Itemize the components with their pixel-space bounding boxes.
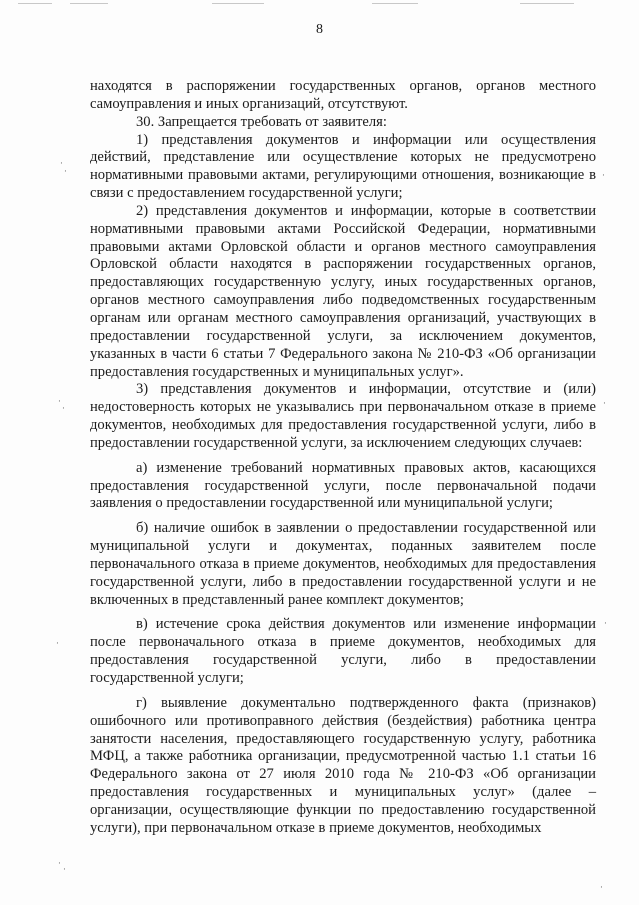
- scan-speck: ·: [62, 404, 65, 414]
- scan-speck: ·: [602, 171, 605, 181]
- scan-edge-line: [18, 3, 52, 4]
- document-text: [90, 78, 596, 838]
- paragraph-subitem-2: 2) представления документов и информации, которые в соответствии нормативными правовыми актами Российской Федерации, нормативными правовыми актами Орловской области и органов местного самоуправления Орловской области находятся в распоряжении государственных органов, предоставляющих государственную услугу, иных государственных органов, органов местного самоуправления либо подведомственных государственным органам или органам местного самоуправления организаций, участвующих в предоставлении государственной услуги, за исключением документов, указанных в части 6 статьи 7 Федерального закона № 210-ФЗ «Об организации предоставления государственных и муниципальных услуг».: [90, 202, 596, 380]
- paragraph-subitem-3: 3) представления документов и информации, отсутствие и (или) недостоверность которых не указывались при первоначальном отказе в приеме документов, необходимых для предоставления государственной услуги, либо в предоставлении государственной услуги, за исключением следующих случаев:: [90, 381, 596, 451]
- scan-speck: ·: [64, 167, 67, 177]
- paragraph-case-b: б) наличие ошибок в заявлении о предоставлении государственной или муниципальной услуги и документах, поданных заявителем после первоначального отказа в приеме документов, необходимых для предоставления государственной услуги, либо в предоставлении государственной услуги и не включенных в представленный ранее комплект документов;: [90, 520, 596, 608]
- paragraph-case-g: г) выявление документально подтвержденного факта (признаков) ошибочного или противоправного действия (бездействия) работника центра занятости населения, предоставляющего государственную услугу, работника МФЦ, а также работника организации, предусмотренной частью 1.1 статьи 16 Федерального закона от 27 июля 2010 года № 210-ФЗ «Об организации предоставления государственных и муниципальных услуг» (далее – организации, осуществляющие функции по предоставлению государственной услуги), при первоначальном отказе в приеме документов, необходимых: [90, 694, 596, 836]
- paragraph-subitem-1: 1) представления документов и информации или осуществления действий, представление или осуществление которых не предусмотрено нормативными правовыми актами, регулирующими отношения, возникающие в связи с предоставлением государственной услуги;: [90, 131, 596, 202]
- paragraph-item-30: 30. Запрещается требовать от заявителя:: [136, 113, 387, 130]
- scan-speck: ·: [604, 619, 607, 629]
- scan-edge-line: [520, 3, 574, 4]
- paragraph-case-v: в) истечение срока действия документов или изменение информации после первоначального отказа в приеме документов, необходимых для предоставления государственной услуги, либо в предоставлении государственной услуги;: [90, 616, 596, 686]
- paragraph-continuation: находятся в распоряжении государственных органов, органов местного самоуправления и иных организаций, отсутствуют.: [90, 78, 596, 112]
- scan-speck: ·: [63, 865, 66, 875]
- scan-edge-line: [70, 3, 108, 4]
- scan-edge-line: [212, 3, 264, 4]
- scan-speck: ·: [603, 399, 606, 409]
- scan-edge-line: [372, 3, 418, 4]
- scan-speck: ·: [56, 639, 59, 649]
- scan-speck: ·: [58, 397, 61, 407]
- paragraph-case-a: а) изменение требований нормативных правовых актов, касающихся предоставления государственной услуги, после первоначальной подачи заявления о предоставлении государственной или муниципальной услуги;: [90, 459, 596, 512]
- page-number: 8: [316, 22, 323, 37]
- scan-speck: ·: [600, 883, 603, 893]
- scan-speck: ·: [60, 159, 63, 169]
- scan-speck: ·: [58, 859, 61, 869]
